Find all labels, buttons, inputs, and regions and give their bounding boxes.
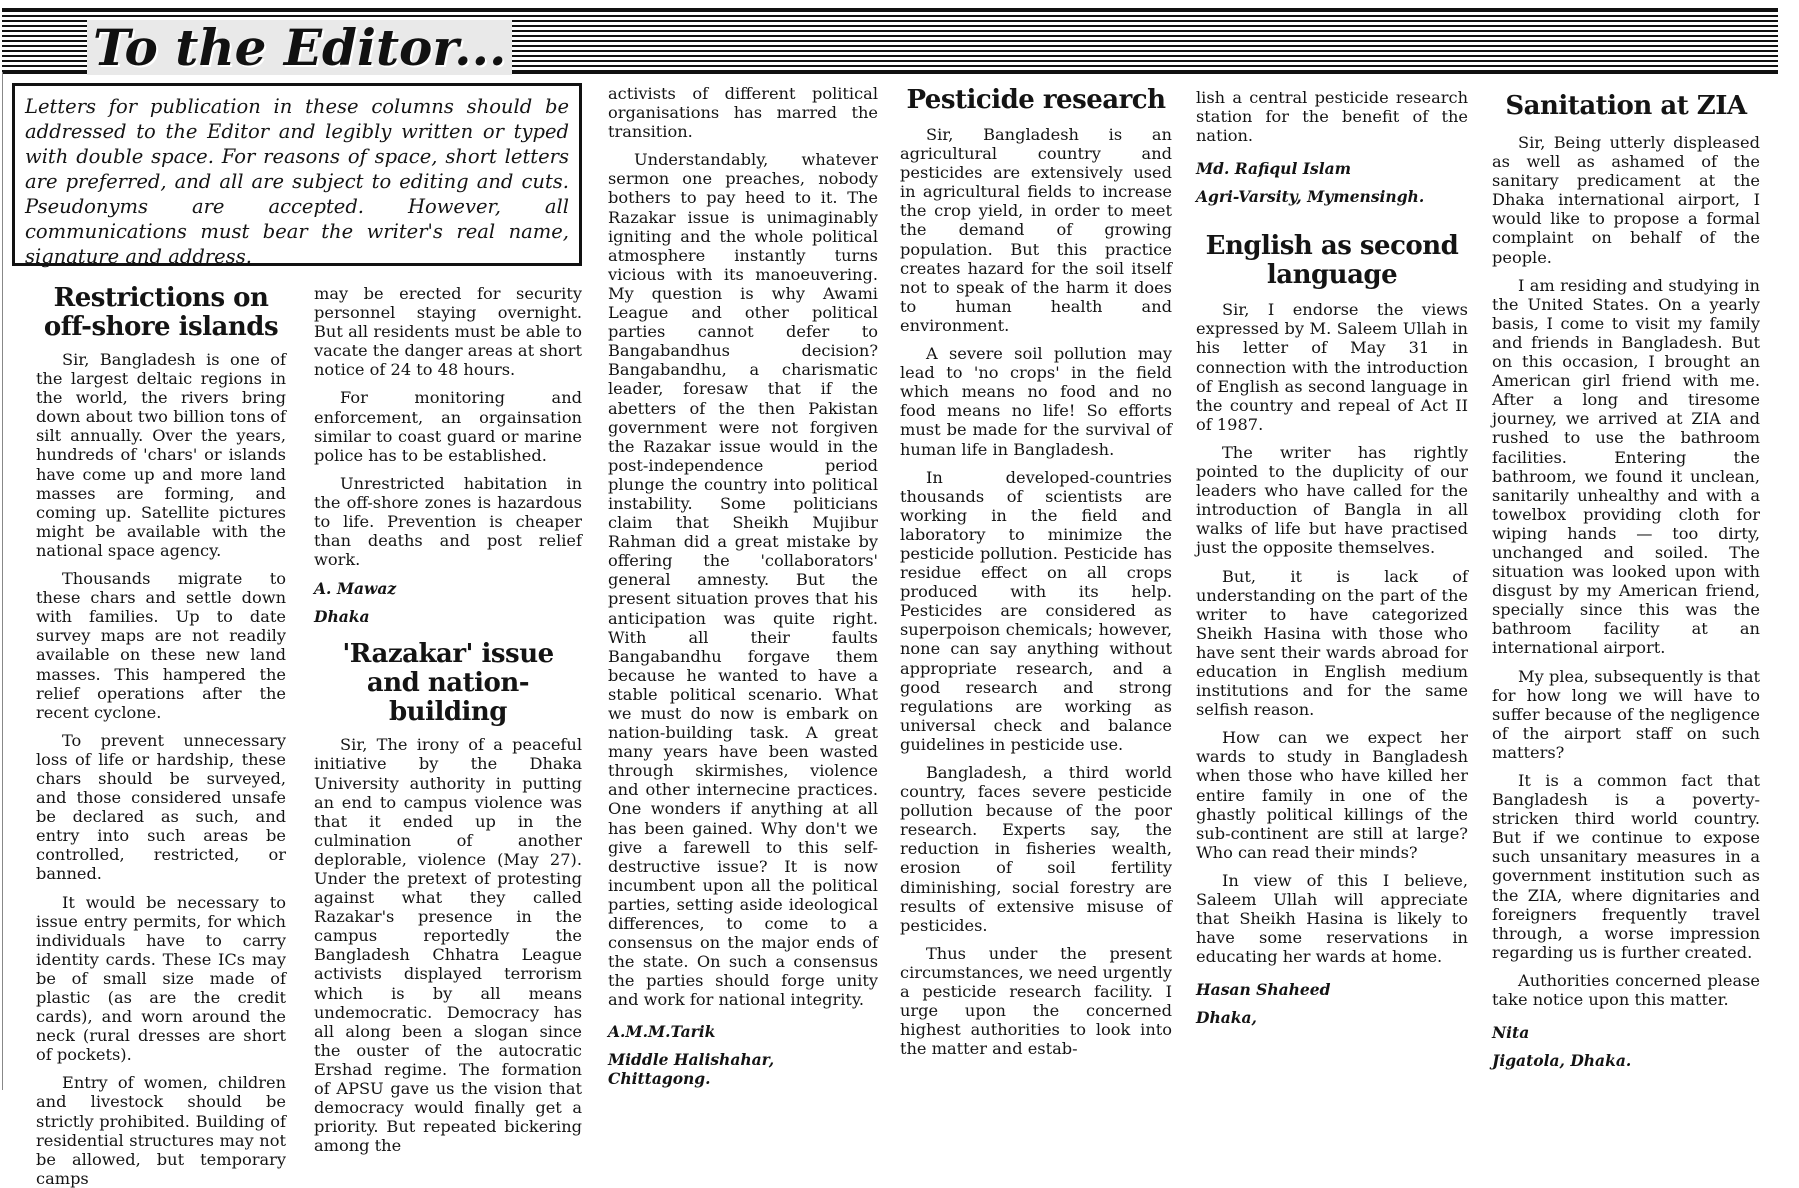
signature-place: Agri-Varsity, Mymensingh. bbox=[1196, 187, 1425, 207]
english-paragraph: In view of this I believe, Saleem Ullah will appreciate that Sheikh Hasina is likely to have some reservations in educating her wards at home. bbox=[1196, 870, 1468, 967]
razakar-paragraph: activists of different political organisations has marred the transition. bbox=[608, 84, 878, 142]
english-paragraph: Sir, I endorse the views expressed by M. Saleem Ullah in his letter of May 31 in connection with the introduction of English as second language in the country and repeal of Act II of 1987. bbox=[1196, 300, 1468, 434]
offshore-paragraph: may be erected for security personnel staying overnight. But all residents must be able to vacate the danger areas at short notice of 24 to 48 hours. bbox=[314, 284, 582, 380]
pesticide-paragraph: Bangladesh, a third world country, faces severe pesticide pollution because of the poor research. Experts say, the reduction in fisheries wealth, erosion of soil fertility diminishing, social forestry are results of extensive misuse of pesticides. bbox=[900, 763, 1172, 935]
sanitation-paragraph: I am residing and studying in the United States. On a yearly basis, I come to visit my family and friends in Bangladesh. But on this occasion, I brought an American girl friend with me. After a long and tiresome journey, we arrived at ZIA and rushed to use the bathroom facilities. Entering the bathroom, we found it unclean, sanitarily unhealthy and with a towelbox providing cloth for wiping hands — too dirty, unchanged and soiled. The situation was looked upon with disgust by my American friend, specially since this was the bathroom facility at an international airport. bbox=[1492, 275, 1760, 658]
letter-title-sanitation: Sanitation at ZIA bbox=[1505, 91, 1747, 121]
signature-name: Nita bbox=[1492, 1023, 1530, 1043]
column-6 bbox=[1492, 92, 1760, 1070]
signature-place: Jigatola, Dhaka. bbox=[1492, 1051, 1632, 1071]
offshore-paragraph: Sir, Bangladesh is one of the largest deltaic regions in the world, the rivers bring down about two billion tons of silt annually. Over the years, hundreds of 'chars' or islands have come up and more land masses are forming, and coming up. Satellite pictures might be available with the national space agency. bbox=[36, 350, 286, 560]
signature-name: Hasan Shaheed bbox=[1196, 980, 1331, 1000]
offshore-paragraph: To prevent unnecessary loss of life or hardship, these chars should be surveyed, and those considered unsafe be declared as such, and entry into such areas be controlled, restricted, or banned. bbox=[36, 730, 286, 884]
english-paragraph: The writer has rightly pointed to the duplicity of our leaders who have called for the introduction of Bangla in all walks of life but have practised just the opposite themselves. bbox=[1196, 442, 1468, 558]
signature-name: A.M.M.Tarik bbox=[608, 1021, 716, 1041]
section-banner bbox=[2, 8, 1778, 77]
letter-title-razakar: 'Razakar' issue and nation-building bbox=[342, 639, 554, 728]
sanitation-paragraph: My plea, subsequently is that for how long we will have to suffer because of the negligence of the airport staff on such matters? bbox=[1492, 666, 1760, 762]
signature-name: Md. Rafiqul Islam bbox=[1196, 159, 1352, 179]
sanitation-paragraph: It is a common fact that Bangladesh is a poverty-stricken third world country. But if we continue to expose such unsanitary measures in a government institution such as the ZIA, where dignitaries and foreigners frequently travel through, a worse impression regarding us is further created. bbox=[1492, 771, 1760, 962]
column-3 bbox=[608, 84, 878, 1088]
signature-place: Middle Halishahar, Chittagong. bbox=[608, 1049, 775, 1088]
english-paragraph: But, it is lack of understanding on the part of the writer to have categorized Sheikh Hasina with those who have sent their wards abroad for education in English medium institutions and for the same selfish reason. bbox=[1196, 566, 1468, 720]
sanitation-paragraph: Authorities concerned please take notice upon this matter. bbox=[1492, 970, 1760, 1010]
column-1 bbox=[36, 284, 286, 1188]
letter-title-offshore: Restrictions on off-shore islands bbox=[43, 283, 279, 342]
english-paragraph: How can we expect her wards to study in Bangladesh when those who have killed her entire family in one of the ghastly political killings of the sub-continent are still at large? Who can read their minds? bbox=[1196, 728, 1468, 862]
offshore-paragraph: Thousands migrate to these chars and settle down with families. Up to date survey maps are not readily available on these new land masses. This hampered the relief operations after the recent cyclone. bbox=[36, 569, 286, 722]
razakar-paragraph: Understandably, whatever sermon one preaches, nobody bothers to pay heed to it. The Razakar issue is unimaginably igniting and the whole political atmosphere instantly turns vicious with its manoeuvering. My question is why Awami League and other political parties cannot defer to Bangabandhus decision? Bangabandhu, a charismatic leader, foresaw that if the abetters of the then Pakistan government were not forgiven the Razakar issue would in the post-independence period plunge the country into political instability. Some politicians claim that Sheikh Mujibur Rahman did a great mistake by offering the 'collaborators' general amnesty. But the present situation proves that his anticipation was quite right. With all their faults Bangabandhu forgave them because he wanted to have a stable political scenario. What we must do now is embark on nation-building task. A great many years have been wasted through skirmishes, violence and other internecine practices. One wonders if anything at all has been gained. Why don't we give a farewell to this self-destructive issue? It is now incumbent upon all the political parties, setting aside ideological differences, to come to a consensus on the major ends of the state. On such a consensus the parties should forge unity and work for national integrity. bbox=[608, 150, 878, 1010]
pesticide-paragraph: A severe soil pollution may lead to 'no crops' in the field which means no food and no food means no life! So efforts must be made for the survival of human life in Bangladesh. bbox=[900, 344, 1172, 459]
pesticide-paragraph: lish a central pesticide research station for the benefit of the nation. bbox=[1196, 88, 1468, 146]
signature-place: Dhaka, bbox=[1196, 1008, 1257, 1028]
top-cut-line bbox=[0, 0, 1799, 6]
pesticide-paragraph: In developed-countries thousands of scientists are working in the field and laboratory to minimize the pesticide pollution. Pesticide has residue effect on all crops produced with its help. Pesticides are considered as superpoison chemicals; however, none can say anything without appropriate research, and a good research and strong regulations are working as universal check and balance guidelines in pesticide use. bbox=[900, 467, 1172, 754]
column-4 bbox=[900, 86, 1172, 1058]
letter-title-english: English as second language bbox=[1205, 231, 1459, 291]
signature-place: Dhaka bbox=[314, 607, 370, 627]
column-5 bbox=[1196, 88, 1468, 1027]
offshore-paragraph: Unrestricted habitation in the off-shore zones is hazardous to life. Prevention is cheaper than deaths and post relief work. bbox=[314, 473, 582, 570]
offshore-paragraph: Entry of women, children and livestock should be strictly prohibited. Building of residential structures may not be allowed, but temporary camps bbox=[36, 1073, 286, 1188]
sanitation-paragraph: Sir, Being utterly displeased as well as ashamed of the sanitary predicament at the Dhaka international airport, I would like to propose a formal complaint on behalf of the people. bbox=[1492, 133, 1760, 267]
offshore-paragraph: For monitoring and enforcement, an orgainsation similar to coast guard or marine police has to be established. bbox=[314, 388, 582, 465]
section-title: To the Editor... bbox=[87, 20, 512, 75]
column-2 bbox=[314, 284, 582, 1155]
pesticide-paragraph: Thus under the present circumstances, we need urgently a pesticide research facility. I urge upon the concerned highest authorities to look into the matter and estab- bbox=[900, 943, 1172, 1059]
signature-name: A. Mawaz bbox=[314, 579, 397, 599]
razakar-paragraph: Sir, The irony of a peaceful initiative by the Dhaka University authority in putting an end to campus violence was that it ended up in the culmination of another deplorable, violence (May 27). Under the pretext of protesting against what they called Razakar's presence in the campus reportedly the Bangladesh Chhatra League activists displayed terrorism which is by all means undemocratic. Democracy has all along been a slogan since the ouster of the autocratic Ershad regime. The formation of APSU gave us the vision that democracy would finally get a priority. But repeated bickering among the bbox=[314, 735, 582, 1156]
left-border-rule bbox=[2, 72, 3, 1090]
editor-notice-box: Letters for publication in these columns should be addressed to the Editor and legibly written or typed with double space. For reasons of space, short letters are preferred, and all are subject to editing and cuts. Pseudonyms are accepted. However, all communications must bear the writer's real name, signature and address. bbox=[12, 83, 582, 266]
offshore-paragraph: It would be necessary to issue entry permits, for which individuals have to carry identity cards. These ICs may be of small size made of plastic (as are the credit cards), and worn around the neck (rural dresses are short of pockets). bbox=[36, 892, 286, 1065]
letter-title-pesticide: Pesticide research bbox=[906, 85, 1166, 115]
pesticide-paragraph: Sir, Bangladesh is an agricultural country and pesticides are extensively used in agricultural fields to increase the crop yield, in order to meet the demand of growing population. But this practice creates hazard for the soil itself not to speak of the harm it does to human health and environment. bbox=[900, 125, 1172, 335]
